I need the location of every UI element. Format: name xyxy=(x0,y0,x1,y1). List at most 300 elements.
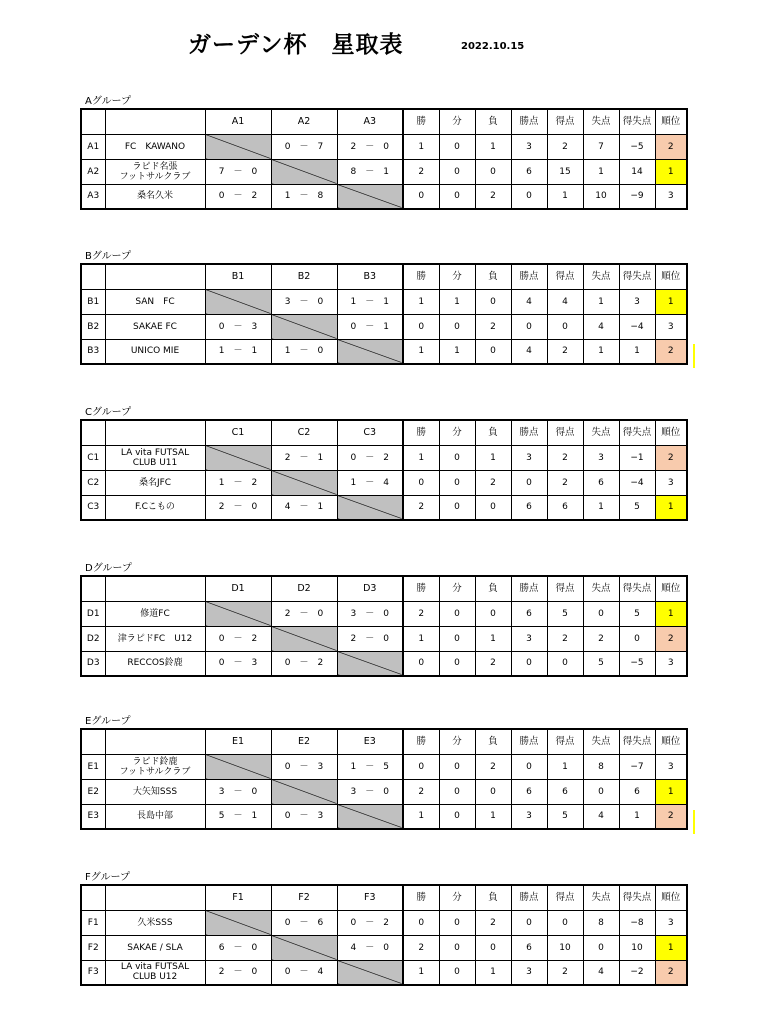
rank-badge: 1 xyxy=(655,289,687,314)
match-score-text: 4 － 0 xyxy=(350,942,389,953)
match-score xyxy=(271,910,337,935)
match-score-text: 4 － 1 xyxy=(284,502,324,513)
team-code: B3 xyxy=(81,339,105,364)
rank-badge: 2 xyxy=(655,626,687,651)
header-stat: 分 xyxy=(439,885,475,910)
match-score xyxy=(337,289,403,314)
match-score-text: 3 － 0 xyxy=(350,786,389,797)
self-match-cell xyxy=(271,779,337,804)
match-score-text: 0 － 7 xyxy=(284,141,324,152)
losses: 1 xyxy=(475,134,511,159)
team-name-line: SAN FC xyxy=(135,296,175,307)
goal-difference: 14 xyxy=(619,159,655,184)
points: 3 xyxy=(511,445,547,470)
match-score xyxy=(337,779,403,804)
match-score xyxy=(271,134,337,159)
team-name-line: SAKAE / SLA xyxy=(127,942,183,953)
match-score-text: 0 － 2 xyxy=(350,917,389,928)
match-score-text: 1 － 1 xyxy=(218,346,258,357)
header-corner xyxy=(81,109,105,134)
goal-difference: 10 xyxy=(619,935,655,960)
match-score xyxy=(205,339,271,364)
goals-against: 0 xyxy=(583,601,619,626)
goals-against: 0 xyxy=(583,779,619,804)
header-stat: 分 xyxy=(439,420,475,445)
highlight-mark xyxy=(693,810,695,834)
header-opponent-code: C1 xyxy=(205,420,271,445)
table-row xyxy=(81,626,687,651)
draws: 1 xyxy=(439,289,475,314)
rank-badge: 2 xyxy=(655,134,687,159)
header-corner xyxy=(81,729,105,754)
goals-for: 2 xyxy=(547,960,583,985)
match-score-text: 1 － 5 xyxy=(350,761,389,772)
team-name-line: 大矢知SSS xyxy=(132,786,178,797)
draws: 0 xyxy=(439,314,475,339)
header-stat: 順位 xyxy=(655,264,687,289)
highlight-mark xyxy=(693,344,695,368)
goal-difference: 5 xyxy=(619,495,655,520)
goals-for: 1 xyxy=(547,184,583,209)
header-stat: 勝 xyxy=(403,109,439,134)
match-score-text: 5 － 1 xyxy=(218,811,258,822)
goal-difference: −1 xyxy=(619,445,655,470)
header-stat: 得失点 xyxy=(619,109,655,134)
match-score xyxy=(271,495,337,520)
header-opponent-code: B1 xyxy=(205,264,271,289)
wins: 2 xyxy=(403,935,439,960)
team-name-line: UNICO MIE xyxy=(130,346,180,357)
goal-difference: 1 xyxy=(619,804,655,829)
header-stat: 勝点 xyxy=(511,729,547,754)
match-score xyxy=(205,470,271,495)
match-score xyxy=(271,184,337,209)
header-team-name xyxy=(105,729,205,754)
losses: 2 xyxy=(475,910,511,935)
match-score-text: 2 － 0 xyxy=(350,141,389,152)
goals-for: 0 xyxy=(547,314,583,339)
match-score xyxy=(271,445,337,470)
group-table xyxy=(80,263,688,365)
table-row xyxy=(81,339,687,364)
team-name-line: 津ラピドFC U12 xyxy=(117,633,193,644)
self-match-cell xyxy=(271,159,337,184)
table-row xyxy=(81,960,687,985)
match-score-text: 3 － 0 xyxy=(350,608,389,619)
self-match-cell xyxy=(271,314,337,339)
table-row xyxy=(81,495,687,520)
self-match-cell xyxy=(205,910,271,935)
header-stat: 失点 xyxy=(583,729,619,754)
rank-badge: 1 xyxy=(655,779,687,804)
header-stat: 勝点 xyxy=(511,885,547,910)
header-stat: 勝 xyxy=(403,420,439,445)
rank-badge: 1 xyxy=(655,495,687,520)
match-score xyxy=(337,159,403,184)
self-match-cell xyxy=(271,935,337,960)
match-score-text: 1 － 4 xyxy=(350,477,389,488)
table-row xyxy=(81,314,687,339)
goal-difference: 6 xyxy=(619,779,655,804)
rank-badge: 3 xyxy=(655,184,687,209)
team-code: A1 xyxy=(81,134,105,159)
header-stat: 勝 xyxy=(403,576,439,601)
header-opponent-code: E1 xyxy=(205,729,271,754)
team-code: B1 xyxy=(81,289,105,314)
team-name xyxy=(105,601,205,626)
team-name xyxy=(105,935,205,960)
match-score-text: 0 － 4 xyxy=(284,967,324,978)
header-stat: 分 xyxy=(439,576,475,601)
rank-badge: 2 xyxy=(655,804,687,829)
wins: 1 xyxy=(403,339,439,364)
rank-badge: 1 xyxy=(655,935,687,960)
wins: 1 xyxy=(403,289,439,314)
team-name xyxy=(105,339,205,364)
losses: 1 xyxy=(475,960,511,985)
goals-against: 4 xyxy=(583,314,619,339)
header-stat: 勝点 xyxy=(511,420,547,445)
team-name-line: SAKAE FC xyxy=(133,321,177,332)
match-score xyxy=(205,495,271,520)
header-team-name xyxy=(105,420,205,445)
team-name xyxy=(105,804,205,829)
header-stat: 勝 xyxy=(403,264,439,289)
team-code: C1 xyxy=(81,445,105,470)
document-date: 2022.10.15 xyxy=(461,41,525,52)
group-label: Eグループ xyxy=(85,716,131,727)
team-name-line: CLUB U11 xyxy=(132,457,178,468)
goals-against: 1 xyxy=(583,495,619,520)
losses: 1 xyxy=(475,445,511,470)
points: 4 xyxy=(511,289,547,314)
self-match-cell xyxy=(205,754,271,779)
match-score-text: 2 － 0 xyxy=(218,967,258,978)
group-table xyxy=(80,419,688,521)
wins: 1 xyxy=(403,804,439,829)
match-score xyxy=(337,910,403,935)
rank-badge: 1 xyxy=(655,601,687,626)
points: 0 xyxy=(511,910,547,935)
points: 3 xyxy=(511,804,547,829)
match-score xyxy=(271,651,337,676)
match-score xyxy=(337,445,403,470)
header-stat: 得失点 xyxy=(619,885,655,910)
header-stat: 順位 xyxy=(655,109,687,134)
group-table xyxy=(80,884,688,986)
points: 6 xyxy=(511,159,547,184)
losses: 0 xyxy=(475,159,511,184)
self-match-cell xyxy=(271,626,337,651)
goals-against: 2 xyxy=(583,626,619,651)
team-name-line: CLUB U12 xyxy=(132,972,178,983)
header-stat: 得失点 xyxy=(619,576,655,601)
draws: 0 xyxy=(439,159,475,184)
goals-against: 4 xyxy=(583,960,619,985)
match-score-text: 0 － 3 xyxy=(284,811,324,822)
table-row xyxy=(81,601,687,626)
points: 6 xyxy=(511,601,547,626)
rank-badge: 3 xyxy=(655,314,687,339)
team-name-line: F.Cこもの xyxy=(135,502,175,513)
goal-difference: 5 xyxy=(619,601,655,626)
goals-against: 0 xyxy=(583,935,619,960)
match-score xyxy=(205,626,271,651)
rank-badge: 3 xyxy=(655,754,687,779)
team-name xyxy=(105,289,205,314)
team-name-line: フットサルクラブ xyxy=(119,766,191,777)
losses: 2 xyxy=(475,314,511,339)
match-score xyxy=(205,804,271,829)
team-name-line: RECCOS鈴鹿 xyxy=(127,658,183,669)
table-row xyxy=(81,804,687,829)
rank-badge: 1 xyxy=(655,159,687,184)
self-match-cell xyxy=(337,495,403,520)
rank-badge: 2 xyxy=(655,960,687,985)
self-match-cell xyxy=(205,445,271,470)
match-score-text: 0 － 2 xyxy=(284,658,324,669)
draws: 0 xyxy=(439,779,475,804)
match-score xyxy=(205,159,271,184)
goals-for: 2 xyxy=(547,626,583,651)
points: 0 xyxy=(511,651,547,676)
draws: 0 xyxy=(439,935,475,960)
header-stat: 勝点 xyxy=(511,264,547,289)
header-stat: 順位 xyxy=(655,576,687,601)
header-stat: 失点 xyxy=(583,885,619,910)
goals-against: 1 xyxy=(583,289,619,314)
match-score-text: 0 － 3 xyxy=(284,761,324,772)
table-row xyxy=(81,134,687,159)
goal-difference: −4 xyxy=(619,470,655,495)
points: 0 xyxy=(511,184,547,209)
table-row xyxy=(81,289,687,314)
team-name xyxy=(105,754,205,779)
wins: 2 xyxy=(403,159,439,184)
match-score xyxy=(337,601,403,626)
goals-for: 0 xyxy=(547,910,583,935)
goals-against: 10 xyxy=(583,184,619,209)
match-score xyxy=(337,470,403,495)
header-stat: 失点 xyxy=(583,576,619,601)
header-opponent-code: E2 xyxy=(271,729,337,754)
header-opponent-code: E3 xyxy=(337,729,403,754)
goals-for: 2 xyxy=(547,134,583,159)
rank-badge: 3 xyxy=(655,470,687,495)
header-stat: 負 xyxy=(475,576,511,601)
team-name xyxy=(105,445,205,470)
table-row xyxy=(81,184,687,209)
goals-against: 5 xyxy=(583,651,619,676)
header-stat: 順位 xyxy=(655,420,687,445)
match-score-text: 0 － 2 xyxy=(218,633,258,644)
goals-against: 8 xyxy=(583,754,619,779)
losses: 2 xyxy=(475,754,511,779)
self-match-cell xyxy=(337,339,403,364)
match-score-text: 0 － 2 xyxy=(350,452,389,463)
header-stat: 分 xyxy=(439,264,475,289)
draws: 0 xyxy=(439,910,475,935)
document-title: ガーデン杯 星取表 xyxy=(188,32,404,58)
header-corner xyxy=(81,576,105,601)
self-match-cell xyxy=(205,289,271,314)
team-name-line: フットサルクラブ xyxy=(119,171,191,182)
wins: 0 xyxy=(403,754,439,779)
team-name-line: ラピド名張 xyxy=(132,161,178,172)
wins: 0 xyxy=(403,910,439,935)
goal-difference: −5 xyxy=(619,134,655,159)
header-team-name xyxy=(105,264,205,289)
match-score-text: 1 － 8 xyxy=(284,191,324,202)
header-opponent-code: F3 xyxy=(337,885,403,910)
group-label: Bグループ xyxy=(85,251,132,262)
losses: 0 xyxy=(475,289,511,314)
wins: 2 xyxy=(403,601,439,626)
draws: 0 xyxy=(439,804,475,829)
wins: 1 xyxy=(403,134,439,159)
header-stat: 得点 xyxy=(547,576,583,601)
wins: 1 xyxy=(403,445,439,470)
team-name-line: 長島中部 xyxy=(136,811,173,822)
team-code: A3 xyxy=(81,184,105,209)
header-stat: 分 xyxy=(439,729,475,754)
header-stat: 勝 xyxy=(403,729,439,754)
goals-for: 10 xyxy=(547,935,583,960)
losses: 1 xyxy=(475,626,511,651)
team-name xyxy=(105,134,205,159)
header-opponent-code: B3 xyxy=(337,264,403,289)
match-score xyxy=(205,184,271,209)
team-code: C2 xyxy=(81,470,105,495)
header-opponent-code: A1 xyxy=(205,109,271,134)
goals-for: 1 xyxy=(547,754,583,779)
self-match-cell xyxy=(337,651,403,676)
match-score xyxy=(271,601,337,626)
team-code: D3 xyxy=(81,651,105,676)
header-stat: 得点 xyxy=(547,264,583,289)
match-score xyxy=(205,779,271,804)
team-code: D1 xyxy=(81,601,105,626)
losses: 2 xyxy=(475,651,511,676)
goals-for: 5 xyxy=(547,601,583,626)
header-stat: 勝点 xyxy=(511,576,547,601)
header-team-name xyxy=(105,109,205,134)
draws: 0 xyxy=(439,134,475,159)
goals-for: 4 xyxy=(547,289,583,314)
goals-against: 1 xyxy=(583,339,619,364)
team-code: D2 xyxy=(81,626,105,651)
wins: 0 xyxy=(403,314,439,339)
points: 6 xyxy=(511,935,547,960)
team-code: E2 xyxy=(81,779,105,804)
goals-against: 3 xyxy=(583,445,619,470)
losses: 0 xyxy=(475,339,511,364)
draws: 0 xyxy=(439,184,475,209)
goal-difference: −9 xyxy=(619,184,655,209)
header-corner xyxy=(81,420,105,445)
team-name xyxy=(105,960,205,985)
match-score xyxy=(205,935,271,960)
draws: 0 xyxy=(439,601,475,626)
header-stat: 失点 xyxy=(583,109,619,134)
goal-difference: −5 xyxy=(619,651,655,676)
header-opponent-code: F2 xyxy=(271,885,337,910)
points: 3 xyxy=(511,134,547,159)
match-score xyxy=(205,960,271,985)
group-label: Fグループ xyxy=(85,872,130,883)
header-team-name xyxy=(105,885,205,910)
team-name xyxy=(105,495,205,520)
match-score xyxy=(271,339,337,364)
goal-difference: −4 xyxy=(619,314,655,339)
header-corner xyxy=(81,264,105,289)
goals-against: 4 xyxy=(583,804,619,829)
draws: 0 xyxy=(439,445,475,470)
losses: 2 xyxy=(475,184,511,209)
header-stat: 得失点 xyxy=(619,264,655,289)
goals-against: 8 xyxy=(583,910,619,935)
match-score-text: 0 － 1 xyxy=(350,321,389,332)
wins: 2 xyxy=(403,495,439,520)
goals-for: 2 xyxy=(547,470,583,495)
team-name-line: LA vita FUTSAL xyxy=(120,447,190,458)
goal-difference: −2 xyxy=(619,960,655,985)
header-stat: 順位 xyxy=(655,885,687,910)
team-name-line: ラピド鈴鹿 xyxy=(132,756,178,767)
header-stat: 失点 xyxy=(583,420,619,445)
team-name-line: FC KAWANO xyxy=(124,141,186,152)
match-score-text: 7 － 0 xyxy=(218,166,258,177)
team-code: C3 xyxy=(81,495,105,520)
losses: 0 xyxy=(475,495,511,520)
goals-for: 5 xyxy=(547,804,583,829)
match-score-text: 8 － 1 xyxy=(350,166,389,177)
draws: 0 xyxy=(439,626,475,651)
match-score xyxy=(271,960,337,985)
table-row xyxy=(81,470,687,495)
goals-against: 6 xyxy=(583,470,619,495)
table-row xyxy=(81,159,687,184)
points: 0 xyxy=(511,754,547,779)
header-stat: 負 xyxy=(475,885,511,910)
header-stat: 得失点 xyxy=(619,420,655,445)
rank-badge: 2 xyxy=(655,445,687,470)
match-score xyxy=(337,314,403,339)
group-label: Aグループ xyxy=(85,96,132,107)
match-score-text: 2 － 0 xyxy=(218,502,258,513)
team-name-line: 久米SSS xyxy=(137,917,173,928)
team-name xyxy=(105,470,205,495)
losses: 1 xyxy=(475,804,511,829)
group-label: Dグループ xyxy=(85,563,132,574)
rank-badge: 2 xyxy=(655,339,687,364)
header-opponent-code: B2 xyxy=(271,264,337,289)
header-opponent-code: A2 xyxy=(271,109,337,134)
goals-for: 6 xyxy=(547,495,583,520)
draws: 1 xyxy=(439,339,475,364)
group-table xyxy=(80,728,688,830)
header-opponent-code: C2 xyxy=(271,420,337,445)
header-stat: 得失点 xyxy=(619,729,655,754)
match-score-text: 1 － 2 xyxy=(218,477,258,488)
goal-difference: −8 xyxy=(619,910,655,935)
match-score xyxy=(205,651,271,676)
header-stat: 失点 xyxy=(583,264,619,289)
wins: 0 xyxy=(403,184,439,209)
wins: 0 xyxy=(403,651,439,676)
team-code: E1 xyxy=(81,754,105,779)
header-opponent-code: D1 xyxy=(205,576,271,601)
